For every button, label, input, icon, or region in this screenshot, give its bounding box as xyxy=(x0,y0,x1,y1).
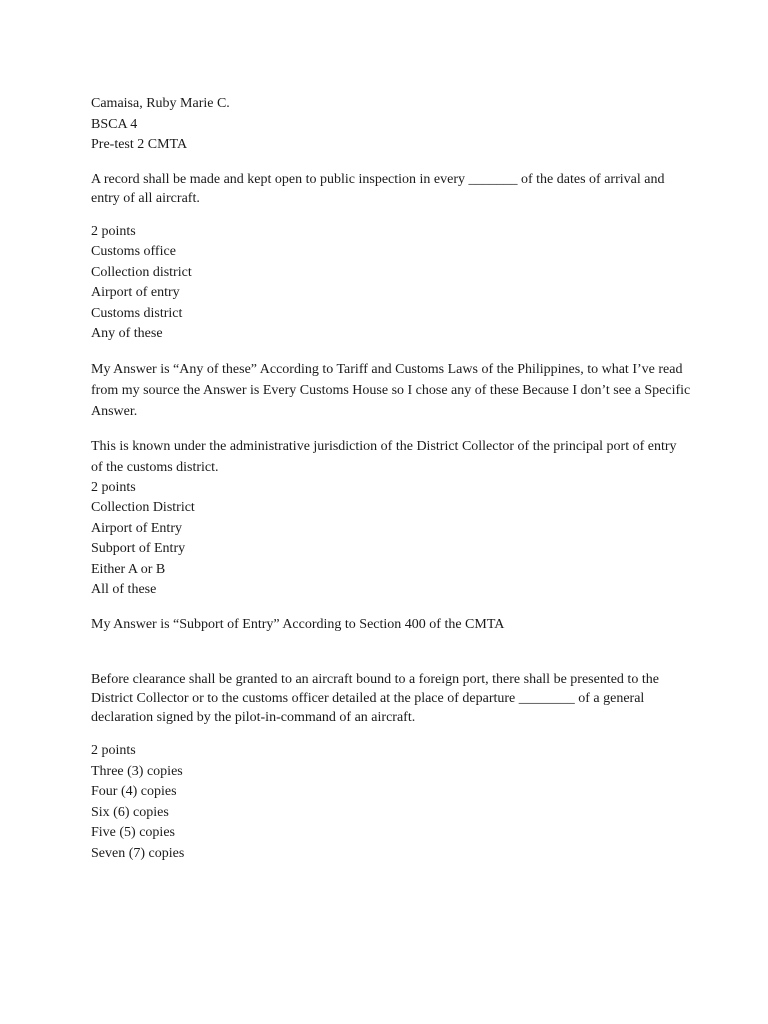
question-3-options xyxy=(91,762,691,865)
document-title: Pre-test 2 CMTA xyxy=(91,137,188,152)
option: Collection District xyxy=(91,500,195,515)
header-block xyxy=(91,94,691,156)
student-name: Camaisa, Ruby Marie C. xyxy=(91,96,230,111)
question-1-answer: My Answer is “Any of these” According to Tariff and Customs Laws of the Philippines, to what I’ve read from my source the Answer is Every Customs House so I chose any of these Because I don’t see a Specific Answer. xyxy=(91,361,691,419)
option: Airport of entry xyxy=(91,285,180,300)
document-page xyxy=(91,94,691,864)
question-3-points: 2 points xyxy=(91,743,136,758)
option: Customs district xyxy=(91,305,183,321)
option: Six (6) copies xyxy=(91,804,169,820)
question-3-text: Before clearance shall be granted to an aircraft bound to a foreign port, there shall be presented to the District Collector or to the customs officer detailed at the place of departure ________ of a general declaration signed by the pilot-in-command of an aircraft. xyxy=(91,672,659,725)
question-1-text: A record shall be made and kept open to public inspection in every _______ of the dates of arrival and entry of all aircraft. xyxy=(91,171,665,206)
question-1 xyxy=(91,170,691,422)
option: Subport of Entry xyxy=(91,541,186,556)
question-3 xyxy=(91,670,691,864)
question-2-options xyxy=(91,498,691,601)
option: Five (5) copies xyxy=(91,825,175,840)
option: Any of these xyxy=(91,326,163,341)
option: Either A or B xyxy=(91,561,166,577)
option: Collection district xyxy=(91,264,192,280)
course-section: BSCA 4 xyxy=(91,116,138,132)
option: Airport of Entry xyxy=(91,520,182,536)
option: Three (3) copies xyxy=(91,763,183,779)
question-2-answer: My Answer is “Subport of Entry” According to Section 400 of the CMTA xyxy=(91,616,505,632)
question-1-options xyxy=(91,242,691,345)
question-2-points: 2 points xyxy=(91,479,136,495)
question-1-points: 2 points xyxy=(91,223,136,239)
option: Customs office xyxy=(91,244,176,259)
question-2-text: This is known under the administrative jurisdiction of the District Collector of the principal port of entry of the customs district. xyxy=(91,438,677,475)
option: Four (4) copies xyxy=(91,784,177,799)
option: Seven (7) copies xyxy=(91,845,185,861)
option: All of these xyxy=(91,582,157,597)
question-2 xyxy=(91,436,691,636)
